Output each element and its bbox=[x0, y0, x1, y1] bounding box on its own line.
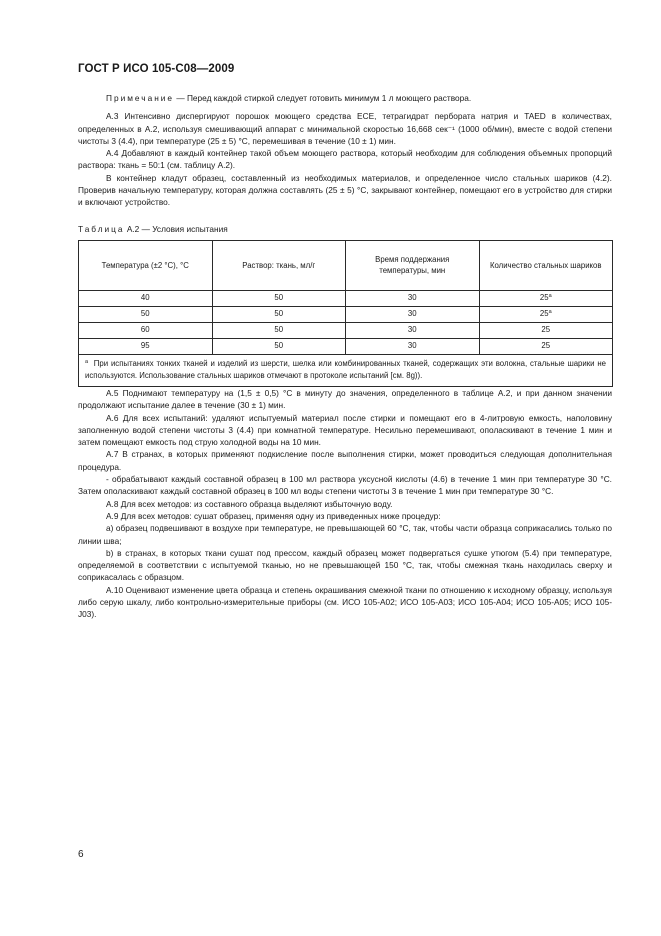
paragraph-a9: А.9 Для всех методов: сушат образец, применяя одну из приведенных ниже процедур: bbox=[106, 510, 441, 521]
table-header-row bbox=[79, 240, 613, 290]
table-caption-text: А.2 — Условия испытания bbox=[126, 223, 228, 234]
balls-value: 25 bbox=[541, 325, 551, 335]
column-header-temperature: Температура (±2 °С), °С bbox=[79, 240, 213, 290]
paragraph-a10: А.10 Оценивают изменение цвета образца и степень окрашивания смежной ткани по отношению к исходному образцу, используя либо серую шкалу, либо контрольно-измерительные приборы (см. ИСО 105-А02; ИСО 105-А03; ИСО 105-А04; ИСО 105-А05; ИСО 105-J03). bbox=[78, 584, 612, 620]
note-label: Примечание bbox=[106, 93, 175, 103]
cell-temperature: 50 bbox=[79, 306, 213, 322]
cell-ratio: 50 bbox=[212, 338, 346, 354]
footnote-text: При испытаниях тонких тканей и изделий из шерсти, шелка или комбинированных тканей, содержащих эти волокна, стальные шарики не используются. Использование стальных шариков отмечают в протоколе испытаний [см. 8g)). bbox=[85, 358, 606, 380]
cell-balls bbox=[479, 306, 613, 322]
paragraph-a3: А.3 Интенсивно диспергируют порошок моющего средства ЕСЕ, тетрагидрат пербората натрия и TAED в количествах, определенных в А.2, используя смешивающий аппарат с минимальной скоростью 16,668 сек⁻¹ (1000 об/мин), вместе с водой степени чистоты 3 (4.4), при температуре (25 ± 5) °С, перемешивая в течение (10 ± 1) мин. bbox=[78, 111, 612, 146]
paragraph-a7-procedure: - обрабатывают каждый составной образец в 100 мл раствора уксусной кислоты (4.6) в течение 1 мин при температуре 30 °С. Затем ополаскивают каждый составной образец в 100 мл воды степени чистоты 3 в течение 1 мин при температуре 30 °С. bbox=[78, 474, 612, 497]
page-number: 6 bbox=[78, 849, 84, 860]
table-row bbox=[79, 322, 613, 338]
balls-value: 25 bbox=[541, 341, 551, 351]
cell-time: 30 bbox=[346, 306, 480, 322]
paragraph-a9-option-b: b) в странах, в которых ткани сушат под прессом, каждый образец может подвергаться сушке утюгом (5.4) при температуре, определяемой в соответствии с испытуемой тканью, но не превышающей 150 °С, так, чтобы смежная ткань находилась сверху и соприкасалась с образцом. bbox=[78, 547, 612, 583]
paragraph-a6: А.6 Для всех испытаний: удаляют испытуемый материал после стирки и помещают его в 4-литровую емкость, наполовину заполненную водой степени чистоты 3 (4.4) при комнатной температуре. Несильно перемешивают, ополаскивают в течение 1 мин и затем помещают емкость под струю холодной воды на 10 мин. bbox=[78, 412, 612, 448]
footnote-marker: а bbox=[548, 309, 552, 316]
table-caption-label: Таблица bbox=[78, 223, 125, 234]
paragraph-a4: А.4 Добавляют в каждый контейнер такой объем моющего раствора, который необходим для соблюдения объемных пропорций раствора: ткань = 50:1 (см. таблицу А.2). bbox=[78, 148, 612, 171]
column-header-ratio: Раствор: ткань, мл/г bbox=[212, 240, 346, 290]
paragraph-a9-option-a: а) образец подвешивают в воздухе при температуре, не превышающей 60 °С, так, чтобы части образца соприкасались только по линии шва; bbox=[78, 523, 612, 546]
cell-balls bbox=[479, 338, 613, 354]
document-header: ГОСТ Р ИСО 105-С08—2009 bbox=[78, 63, 235, 75]
table-footnote bbox=[79, 354, 613, 386]
balls-value: 25 bbox=[539, 309, 549, 319]
balls-value: 25 bbox=[539, 293, 549, 303]
table-footnote-row bbox=[79, 354, 613, 386]
paragraph-a4-continued: В контейнер кладут образец, составленный из необходимых материалов, и определенное число стальных шариков (4.2). Проверив начальную температуру, которая должна составлять (25 ± 5) °С, закрывают контейнер, помещают его в устройство для стирки и включают устройство. bbox=[78, 172, 612, 208]
cell-ratio: 50 bbox=[212, 290, 346, 306]
paragraph-a8: А.8 Для всех методов: из составного образца выделяют избыточную воду. bbox=[106, 498, 393, 509]
column-header-balls: Количество стальных шариков bbox=[479, 240, 613, 290]
note-text: — Перед каждой стиркой следует готовить минимум 1 л моющего раствора. bbox=[176, 93, 472, 103]
footnote-marker: а bbox=[85, 358, 89, 365]
table-row bbox=[79, 306, 613, 322]
cell-time: 30 bbox=[346, 290, 480, 306]
cell-balls bbox=[479, 322, 613, 338]
cell-balls bbox=[479, 290, 613, 306]
cell-temperature: 95 bbox=[79, 338, 213, 354]
column-header-time: Время поддержания температуры, мин bbox=[346, 240, 480, 290]
footnote-marker: а bbox=[548, 293, 552, 300]
table-caption bbox=[78, 223, 612, 235]
cell-ratio: 50 bbox=[212, 322, 346, 338]
table-row bbox=[79, 338, 613, 354]
note-paragraph bbox=[78, 92, 612, 104]
cell-time: 30 bbox=[346, 338, 480, 354]
paragraph-a5: А.5 Поднимают температуру на (1,5 ± 0,5) °С в минуту до значения, определенного в таблице А.2, и при данном значении продолжают испытание далее в течение (30 ± 1) мин. bbox=[78, 387, 612, 411]
paragraph-a7: А.7 В странах, в которых применяют подкисление после выполнения стирки, может проводиться следующая дополнительная процедура. bbox=[78, 449, 612, 472]
cell-ratio: 50 bbox=[212, 306, 346, 322]
cell-temperature: 60 bbox=[79, 322, 213, 338]
document-body bbox=[78, 92, 612, 621]
table-row bbox=[79, 290, 613, 306]
cell-temperature: 40 bbox=[79, 290, 213, 306]
test-conditions-table bbox=[78, 240, 613, 387]
cell-time: 30 bbox=[346, 322, 480, 338]
